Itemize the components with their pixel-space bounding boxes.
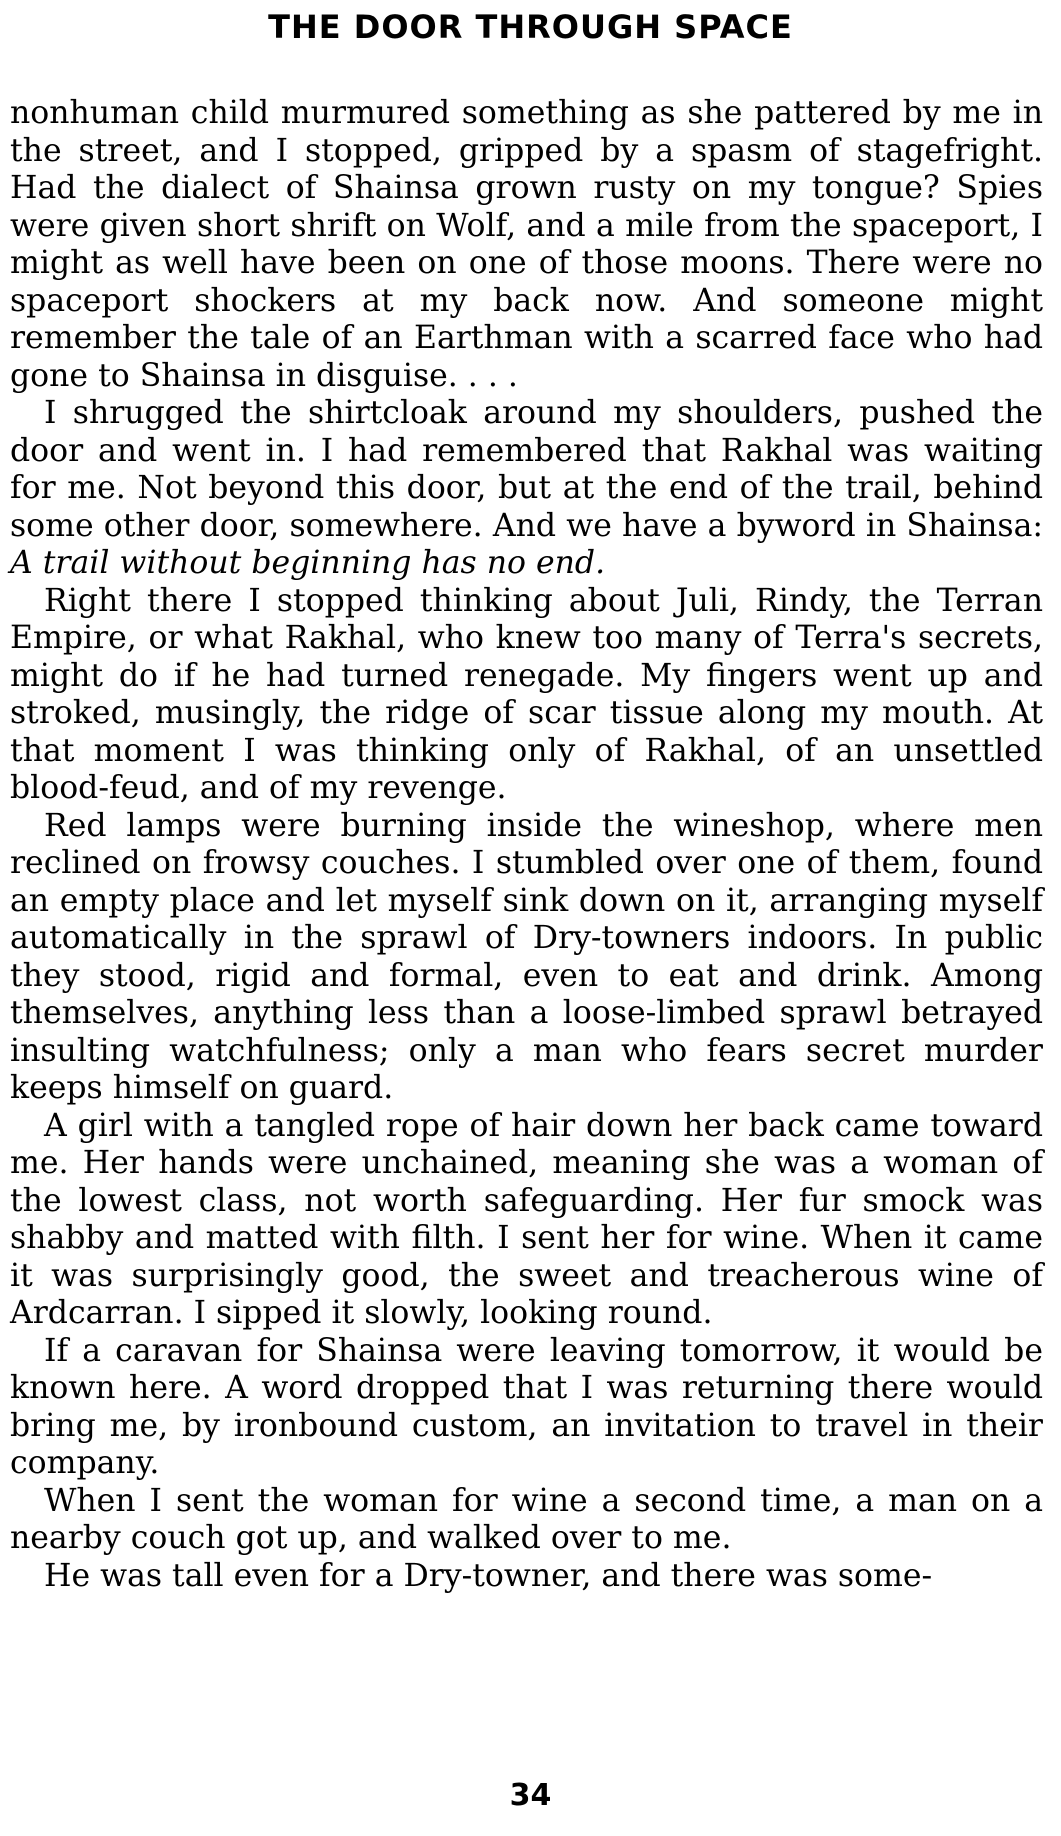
paragraph: [10, 395, 1043, 583]
paragraph: When I sent the woman for wine a second time, a man on a nearby couch got up, and walked over to me.: [10, 1482, 1043, 1556]
emphasized-byword: A trail without beginning has no end.: [10, 545, 606, 581]
body-text: [10, 95, 1043, 1595]
paragraph: Red lamps were burning inside the wineshop, where men reclined on frowsy couches. I stumbled over one of them, found an empty place and let myself sink down on it, arranging myself automatically in the sprawl of Dry-towners indoors. In public they stood, rigid and formal, even to eat and drink. Among themselves, anything less than a loose-limbed sprawl betrayed insulting watchfulness; only a man who fears secret murder keeps himself on guard.: [10, 807, 1043, 1106]
page-number: 34: [509, 1778, 552, 1813]
paragraph-text: I shrugged the shirtcloak around my shoulders, pushed the door and went in. I had remembered that Rakhal was waiting for me. Not beyond this door, but at the end of the trail, behind some other door, somewhere. And we have a byword in Shainsa:: [10, 395, 1043, 544]
paragraph: Right there I stopped thinking about Juli, Rindy, the Terran Empire, or what Rakhal, who knew too many of Terra's secrets, might do if he had turned renegade. My fingers went up and stroked, musingly, the ridge of scar tissue along my mouth. At that moment I was thinking only of Rakhal, of an unsettled blood-feud, and of my revenge.: [10, 582, 1043, 806]
paragraph: If a caravan for Shainsa were leaving tomorrow, it would be known here. A word dropped that I was returning there would bring me, by ironbound custom, an invitation to travel in their company.: [10, 1332, 1043, 1481]
paragraph: nonhuman child murmured something as she pattered by me in the street, and I stopped, gripped by a spasm of stagefright. Had the dialect of Shainsa grown rusty on my tongue? Spies were given short shrift on Wolf, and a mile from the spaceport, I might as well have been on one of those moons. There were no spaceport shockers at my back now. And someone might remember the tale of an Earthman with a scarred face who had gone to Shainsa in disguise. . . .: [10, 95, 1043, 394]
paragraph: A girl with a tangled rope of hair down her back came toward me. Her hands were unchained, meaning she was a woman of the lowest class, not worth safeguarding. Her fur smock was shabby and matted with filth. I sent her for wine. When it came it was surprisingly good, the sweet and treacherous wine of Ardcarran. I sipped it slowly, looking round.: [10, 1107, 1043, 1331]
running-title: THE DOOR THROUGH SPACE: [268, 8, 793, 46]
paragraph: He was tall even for a Dry-towner, and there was some-: [44, 1557, 933, 1594]
